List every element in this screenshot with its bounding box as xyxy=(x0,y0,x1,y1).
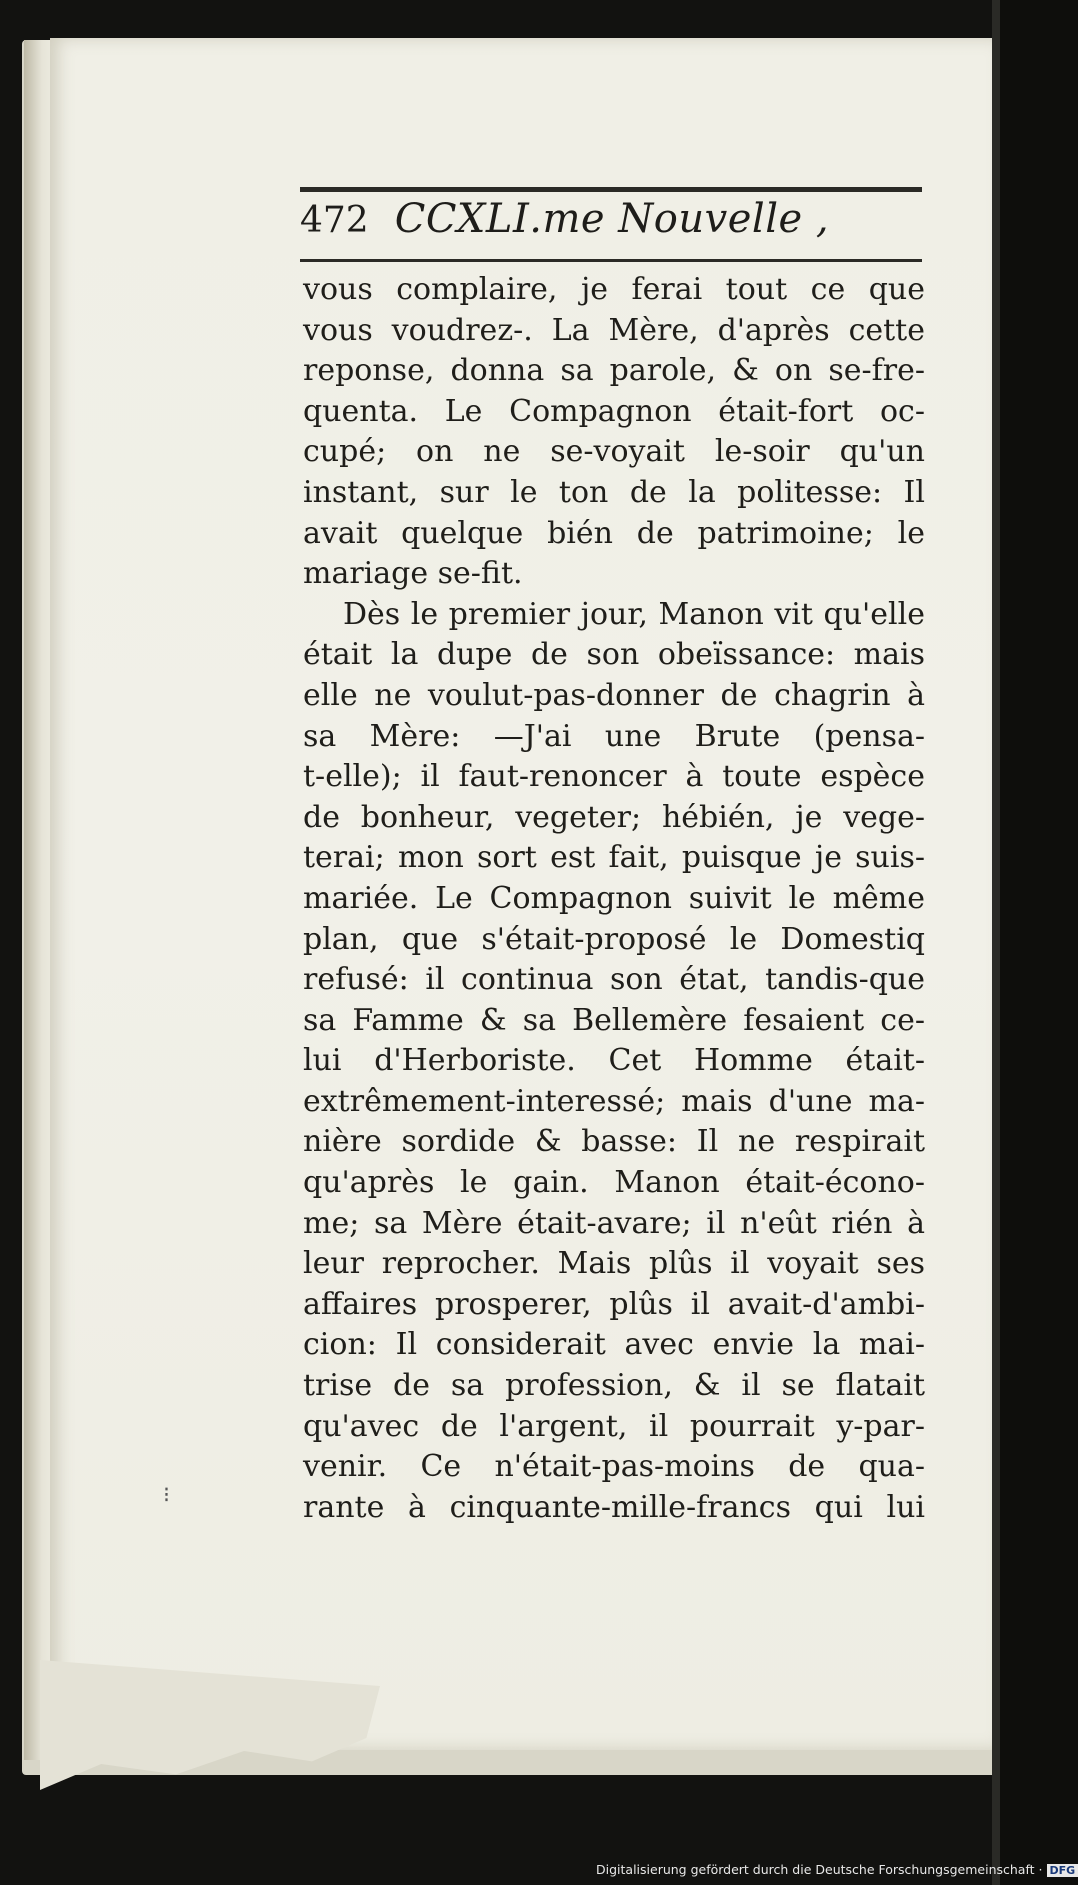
running-head: CCXLI.me Nouvelle , xyxy=(394,196,830,242)
digitization-footer xyxy=(596,1862,1078,1877)
top-rule xyxy=(300,187,922,192)
text-line: t-elle); il faut-renoncer à toute espèce xyxy=(303,759,925,795)
text-line: avait quelque bién de patrimoine; le xyxy=(303,515,925,551)
scan-right-rim xyxy=(992,0,1000,1885)
text-line: rante à cinquante-mille-francs qui lui xyxy=(303,1489,925,1525)
text-line: elle ne voulut-pas-donner de chagrin à xyxy=(303,677,925,713)
text-line: sa Famme & sa Bellemère fesaient ce- xyxy=(303,1002,925,1038)
text-line: reponse, donna sa parole, & on se-fre- xyxy=(303,353,925,389)
text-line: me; sa Mère était-avare; il n'eût rién à xyxy=(303,1205,925,1241)
page-number: 472 xyxy=(300,200,369,241)
page-header xyxy=(300,196,922,258)
text-line: Dès le premier jour, Manon vit qu'elle xyxy=(343,596,925,632)
dfg-logo-icon: DFG xyxy=(1047,1864,1078,1877)
body-text xyxy=(303,270,925,1528)
text-line: plan, que s'était-proposé le Domestiq xyxy=(303,921,925,957)
text-line: mariage se-fit. xyxy=(303,556,523,592)
text-line: nière sordide & basse: Il ne respirait xyxy=(303,1124,925,1160)
text-line: mariée. Le Compagnon suivit le même xyxy=(303,880,925,916)
margin-mark: ⁝ xyxy=(163,1483,170,1508)
text-line: cupé; on ne se-voyait le-soir qu'un xyxy=(303,434,925,470)
text-line: trise de sa profession, & il se flatait xyxy=(303,1368,925,1404)
text-line: leur reprocher. Mais plûs il voyait ses xyxy=(303,1246,925,1282)
text-line: qu'avec de l'argent, il pourrait y-par- xyxy=(303,1408,925,1444)
text-line: de bonheur, vegeter; hébién, je vege- xyxy=(303,799,925,835)
text-line: quenta. Le Compagnon était-fort oc- xyxy=(303,393,925,429)
footer-credit: Digitalisierung gefördert durch die Deutsche Forschungsgemeinschaft · xyxy=(596,1862,1043,1877)
text-line: qu'après le gain. Manon était-écono- xyxy=(303,1165,925,1201)
text-line: instant, sur le ton de la politesse: Il xyxy=(303,474,925,510)
text-line: extrêmement-interessé; mais d'une ma- xyxy=(303,1083,925,1119)
text-line: sa Mère: —J'ai une Brute (pensa- xyxy=(303,718,925,754)
text-line: vous complaire, je ferai tout ce que xyxy=(303,272,925,307)
text-line: terai; mon sort est fait, puisque je suis- xyxy=(303,840,925,876)
text-line: affaires prosperer, plûs il avait-d'ambi- xyxy=(303,1286,925,1322)
text-line: vous voudrez-. La Mère, d'après cette xyxy=(303,312,925,348)
text-line: venir. Ce n'était-pas-moins de qua- xyxy=(303,1449,925,1485)
header-rule xyxy=(300,259,922,262)
text-line: refusé: il continua son état, tandis-que xyxy=(303,962,925,998)
text-line: cion: Il considerait avec envie la mai- xyxy=(303,1327,925,1363)
text-line: était la dupe de son obeïssance: mais xyxy=(303,637,925,673)
text-line: lui d'Herboriste. Cet Homme était- xyxy=(303,1043,925,1079)
